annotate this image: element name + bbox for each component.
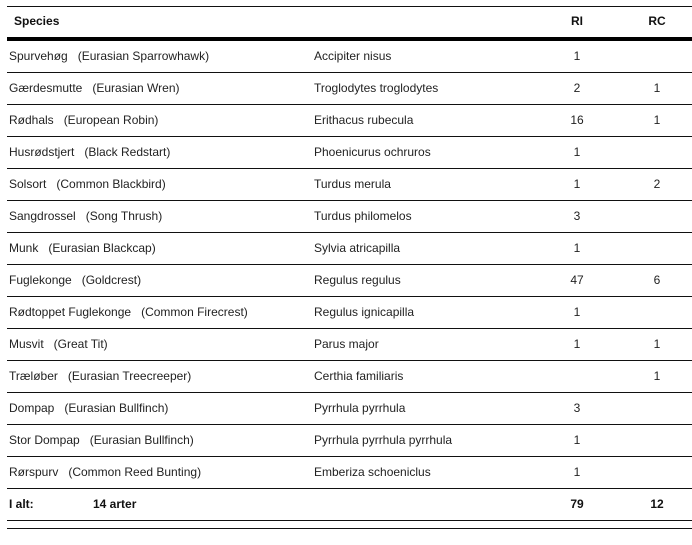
danish-name: Rødtoppet Fuglekonge — [9, 305, 132, 319]
ri-count: 1 — [573, 465, 581, 479]
rc-count: 1 — [653, 81, 661, 95]
scientific-name: Phoenicurus ochruros — [314, 145, 431, 159]
species-name-cell — [9, 297, 248, 328]
total-label: I alt: — [9, 497, 34, 511]
total-row — [7, 489, 692, 521]
ri-count: 1 — [573, 177, 581, 191]
danish-name: Stor Dompap — [9, 433, 80, 447]
rc-count: 1 — [653, 113, 661, 127]
common-name: (Black Redstart) — [84, 145, 171, 159]
danish-name: Dompap — [9, 401, 55, 415]
ri-count: 3 — [573, 401, 581, 415]
species-name-cell — [9, 457, 201, 488]
ri-count: 3 — [573, 209, 581, 223]
species-name-cell — [9, 393, 168, 424]
scientific-name: Erithacus rubecula — [314, 113, 414, 127]
danish-name: Træløber — [9, 369, 58, 383]
danish-name: Solsort — [9, 177, 47, 191]
species-name-cell — [9, 233, 156, 264]
table-row — [7, 329, 692, 361]
common-name: (Eurasian Treecreeper) — [67, 369, 192, 383]
scientific-name: Regulus regulus — [314, 273, 401, 287]
table-row — [7, 169, 692, 201]
common-name: (Eurasian Sparrowhawk) — [77, 49, 210, 63]
species-name-cell — [9, 329, 108, 360]
table-row — [7, 105, 692, 137]
species-name-cell — [9, 169, 166, 200]
table-row — [7, 233, 692, 265]
species-name-cell — [9, 265, 141, 296]
species-name-cell — [9, 137, 170, 168]
scientific-name: Pyrrhula pyrrhula — [314, 401, 406, 415]
danish-name: Fuglekonge — [9, 273, 72, 287]
danish-name: Sangdrossel — [9, 209, 76, 223]
total-rc: 12 — [650, 497, 664, 511]
species-name-cell — [9, 201, 162, 232]
danish-name: Husrødstjert — [9, 145, 75, 159]
common-name: (Common Blackbird) — [56, 177, 166, 191]
scientific-name: Accipiter nisus — [314, 49, 392, 63]
ri-count: 47 — [570, 273, 584, 287]
total-species-count: 14 arter — [93, 497, 137, 511]
ri-count: 1 — [573, 145, 581, 159]
scientific-name: Parus major — [314, 337, 379, 351]
ri-count: 1 — [573, 241, 581, 255]
common-name: (European Robin) — [63, 113, 159, 127]
table-row — [7, 361, 692, 393]
scientific-name: Emberiza schoeniclus — [314, 465, 431, 479]
scientific-name: Turdus philomelos — [314, 209, 412, 223]
table-header — [7, 7, 692, 41]
species-name-cell — [9, 361, 191, 392]
danish-name: Gærdesmutte — [9, 81, 83, 95]
scientific-name: Sylvia atricapilla — [314, 241, 401, 255]
bottom-rule — [7, 528, 692, 529]
species-table — [7, 6, 692, 529]
table-row — [7, 265, 692, 297]
species-name-cell — [9, 41, 209, 72]
header-species: Species — [14, 14, 60, 28]
common-name: (Great Tit) — [53, 337, 108, 351]
ri-count: 1 — [573, 305, 581, 319]
table-row — [7, 297, 692, 329]
scientific-name: Troglodytes troglodytes — [314, 81, 439, 95]
table-body — [7, 41, 692, 489]
scientific-name: Certhia familiaris — [314, 369, 404, 383]
ri-count: 1 — [573, 433, 581, 447]
header-rc: RC — [648, 14, 666, 28]
danish-name: Rørspurv — [9, 465, 59, 479]
danish-name: Rødhals — [9, 113, 54, 127]
common-name: (Common Firecrest) — [141, 305, 248, 319]
species-name-cell — [9, 105, 158, 136]
danish-name: Musvit — [9, 337, 44, 351]
scientific-name: Turdus merula — [314, 177, 391, 191]
common-name: (Eurasian Bullfinch) — [64, 401, 169, 415]
table-row — [7, 201, 692, 233]
header-ri: RI — [571, 14, 583, 28]
table-row — [7, 41, 692, 73]
ri-count: 1 — [573, 337, 581, 351]
rc-count: 6 — [653, 273, 661, 287]
table-row — [7, 73, 692, 105]
common-name: (Eurasian Wren) — [92, 81, 180, 95]
total-ri: 79 — [570, 497, 584, 511]
table-row — [7, 137, 692, 169]
ri-count: 16 — [570, 113, 584, 127]
common-name: (Eurasian Bullfinch) — [89, 433, 194, 447]
table-row — [7, 393, 692, 425]
common-name: (Common Reed Bunting) — [68, 465, 202, 479]
danish-name: Munk — [9, 241, 39, 255]
ri-count: 2 — [573, 81, 581, 95]
common-name: (Goldcrest) — [81, 273, 142, 287]
rc-count: 1 — [653, 337, 661, 351]
scientific-name: Regulus ignicapilla — [314, 305, 415, 319]
table-row — [7, 425, 692, 457]
rc-count: 2 — [653, 177, 661, 191]
rc-count: 1 — [653, 369, 661, 383]
danish-name: Spurvehøg — [9, 49, 68, 63]
species-name-cell — [9, 425, 194, 456]
scientific-name: Pyrrhula pyrrhula pyrrhula — [314, 433, 453, 447]
ri-count: 1 — [573, 49, 581, 63]
common-name: (Song Thrush) — [85, 209, 163, 223]
common-name: (Eurasian Blackcap) — [48, 241, 156, 255]
table-row — [7, 457, 692, 489]
species-name-cell — [9, 73, 180, 104]
